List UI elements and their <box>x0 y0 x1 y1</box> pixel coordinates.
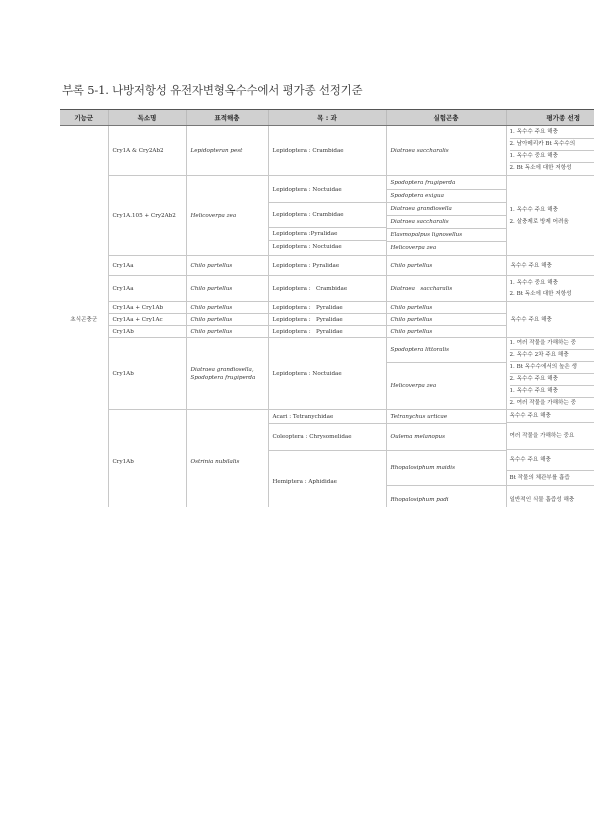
target-pest-cell: Chilo partellus <box>186 326 268 338</box>
order-family-cell: Lepidoptera : Pyralidae <box>268 326 386 338</box>
target-pest-cell: Helicoverpa zea <box>186 176 268 256</box>
test-insect-cell <box>386 410 506 508</box>
selection-cell <box>506 276 594 302</box>
toxin-cell: Cry1Aa + Cry1Ab <box>108 302 186 314</box>
toxin-cell: Cry1Aa <box>108 276 186 302</box>
insect-line: Diatraea grandiosella <box>387 203 506 216</box>
target-pest-cell: Lepidopteran pest <box>186 126 268 176</box>
order-line: Lepidoptera : Noctuidae <box>269 178 386 203</box>
insect-line: Spodoptera littoralis <box>387 338 506 363</box>
toxin-cell: Cry1Aa + Cry1Ac <box>108 314 186 326</box>
header-toxin: 독소명 <box>108 110 186 126</box>
order-line: Hemiptera : Aphididae <box>272 479 337 485</box>
toxin-cell: Cry1A.105 + Cry2Ab2 <box>108 176 186 256</box>
order-family-cell: Lepidoptera : Pyralidae <box>268 314 386 326</box>
table-row <box>60 256 594 276</box>
table-row <box>60 176 594 256</box>
insect-line: Helicoverpa zea <box>390 383 437 389</box>
order-family-cell: Lepidoptera : Pyralidae <box>268 302 386 314</box>
selection-line: 1. 옥수수 주요 해충 <box>509 206 558 213</box>
selection-line: 1. Bt 옥수수에서의 높은 생 <box>510 362 594 374</box>
selection-line: 2. Bt 독소에 대한 저항성 <box>509 165 572 171</box>
selection-criteria-table <box>60 109 594 507</box>
insect-line: Diatraea saccharalis <box>387 216 506 229</box>
order-family-cell: Lepidoptera : Noctuidae <box>268 338 386 410</box>
insect-line: Rhopalosiphum maidis <box>387 451 506 486</box>
insect-line: Spodoptera frugiperda <box>387 177 506 190</box>
header-selection: 평가종 선정 <box>506 110 594 126</box>
table-row <box>60 126 594 176</box>
selection-line: 1. 옥수수 주요 해충 <box>510 386 594 398</box>
table-row <box>60 276 594 302</box>
order-family-cell <box>268 176 386 256</box>
toxin-cell: Cry1Ab <box>108 338 186 410</box>
order-line: Acari : Tetranychidae <box>269 411 386 424</box>
order-line: Lepidoptera : Crambidae <box>269 203 386 228</box>
test-insect-cell <box>386 338 506 410</box>
selection-line: 2. Bt 독소에 대한 저항성 <box>509 290 572 297</box>
page-title: 부록 5-1. 나방저항성 유전자변형옥수수에서 평가종 선정기준 <box>62 83 363 97</box>
selection-line: Bt 작물의 체관부를 흡즙 <box>507 471 594 486</box>
test-insect-cell: Diatraea saccharalis <box>386 126 506 176</box>
selection-line: 여러 작물을 가해하는 중요 <box>507 423 594 450</box>
selection-line: 2. 남아메리카 Bt 옥수수의 <box>510 139 594 151</box>
selection-line: 2. 옥수수 2차 주요 해충 <box>510 350 594 362</box>
selection-cell <box>506 338 594 410</box>
toxin-cell: Cry1Aa <box>108 256 186 276</box>
test-insect-cell: Chilo partellus <box>386 256 506 276</box>
selection-line: 1. 옥수수 주요 해충 <box>510 127 594 139</box>
selection-cell: 옥수수 주요 해충 <box>506 302 594 338</box>
test-insect-cell: Chilo partellus <box>386 302 506 314</box>
selection-line: 2. 옥수수 주요 해충 <box>510 374 594 386</box>
insect-line: Spodoptera exigua <box>387 190 506 203</box>
selection-line: 2. 여러 작물을 가해하는 중 <box>509 400 576 406</box>
function-group-cell: 초식곤충군 <box>60 126 108 508</box>
insect-line: Oulema melanopus <box>387 424 506 451</box>
toxin-cell: Cry1Ab <box>108 326 186 338</box>
order-line: Lepidoptera :Pyralidae <box>269 228 386 241</box>
header-function-group: 기능군 <box>60 110 108 126</box>
target-line: Spodoptera frugiperda <box>190 374 256 381</box>
test-insect-cell: Diatraea saccharalis <box>386 276 506 302</box>
target-pest-cell: Chilo partellus <box>186 256 268 276</box>
order-family-cell: Lepidoptera : Crambidae <box>268 126 386 176</box>
target-line: Diatraea grandiosella, <box>190 366 254 373</box>
header-row <box>60 110 594 126</box>
selection-line: 1. 옥수수 중요 해충 <box>509 279 558 286</box>
selection-cell <box>506 176 594 256</box>
selection-line: 일반적인 식물 흡즙성 해충 <box>509 497 575 503</box>
selection-line: 1. 여러 작물을 가해하는 중 <box>510 338 594 350</box>
test-insect-cell: Chilo partellus <box>386 314 506 326</box>
order-family-cell: Lepidoptera : Pyralidae <box>268 256 386 276</box>
order-family-cell: Lepidoptera : Crambidae <box>268 276 386 302</box>
order-line: Coleoptera : Chrysomelidae <box>269 424 386 451</box>
toxin-cell: Cry1Ab <box>108 410 186 508</box>
test-insect-cell: Chilo partellus <box>386 326 506 338</box>
insect-line: Elasmopalpus lignosellus <box>387 229 506 242</box>
test-insect-cell <box>386 176 506 256</box>
target-pest-cell: Chilo partellus <box>186 276 268 302</box>
selection-line: 옥수수 주요 해충 <box>507 410 594 423</box>
header-test-insect: 실험곤충 <box>386 110 506 126</box>
selection-cell <box>506 126 594 176</box>
toxin-cell: Cry1A & Cry2Ab2 <box>108 126 186 176</box>
table-row <box>60 302 594 314</box>
header-order-family: 목 : 과 <box>268 110 386 126</box>
table-row <box>60 338 594 410</box>
target-pest-cell: Ostrinia nubilalis <box>186 410 268 508</box>
insect-line: Tetranychus urticae <box>387 411 506 424</box>
insect-line: Rhopalosiphum padi <box>390 496 449 503</box>
target-pest-cell: Chilo partellus <box>186 302 268 314</box>
order-family-cell <box>268 410 386 508</box>
selection-cell <box>506 410 594 508</box>
selection-line: 옥수수 주요 해충 <box>507 450 594 471</box>
header-target-pest: 표적해충 <box>186 110 268 126</box>
selection-line: 2. 살충제로 방제 어려움 <box>509 218 569 225</box>
target-pest-cell <box>186 338 268 410</box>
order-line: Lepidoptera : Noctuidae <box>272 244 342 250</box>
selection-cell: 옥수수 주요 해충 <box>506 256 594 276</box>
selection-line: 1. 옥수수 중요 해충 <box>510 151 594 163</box>
target-pest-cell: Chilo partellus <box>186 314 268 326</box>
insect-line: Helicoverpa zea <box>390 245 437 251</box>
table-row <box>60 410 594 508</box>
